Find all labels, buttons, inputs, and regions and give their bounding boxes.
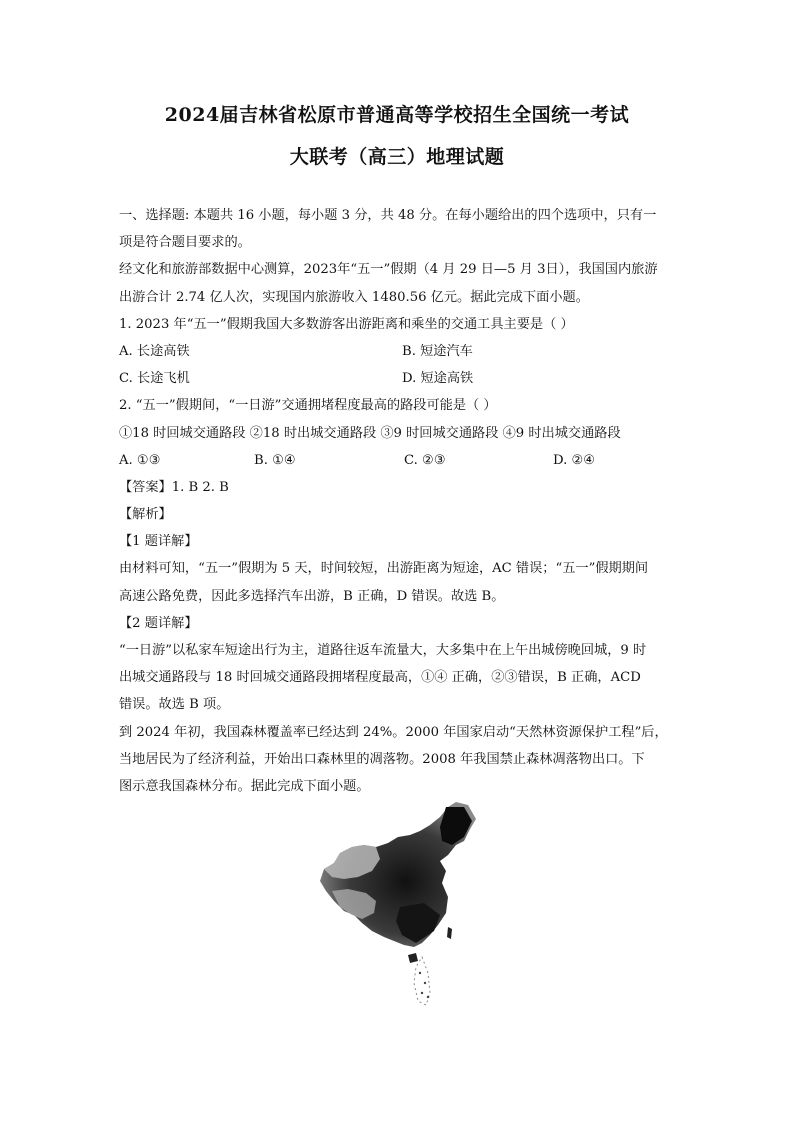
question-2-options	[119, 447, 679, 474]
china-forest-map-icon	[318, 797, 478, 1009]
hainan-shape	[408, 953, 418, 963]
document-body	[119, 202, 679, 800]
taiwan-shape	[447, 927, 452, 939]
northeast-dark-shade	[440, 807, 472, 845]
q2-option-b: B. ①④	[254, 452, 296, 468]
q1-option-d: D. 短途高铁	[402, 371, 474, 387]
q1-option-c: C. 长途飞机	[119, 371, 190, 387]
document-title-line2: 大联考（高三）地理试题	[289, 146, 505, 168]
q1-option-a: A. 长途高铁	[119, 343, 190, 359]
detail-1-line: 由材料可知，“五一”假期为 5 天，时间较短，出游距离为短途，AC 错误；“五一”假期期间	[119, 561, 649, 577]
detail-2-line: 出城交通路段与 18 时回城交通路段拥堵程度最高，①④ 正确，②③错误，B 正确，ACD	[119, 670, 641, 686]
island-dot	[427, 996, 429, 998]
analysis-label: 【解析】	[119, 507, 172, 523]
q2-option-d: D. ②④	[553, 452, 596, 468]
detail-1-label: 【1 题详解】	[119, 534, 198, 550]
question-2-stem: 2. “五一”假期间，“一日游”交通拥堵程度最高的路段可能是（ ）	[119, 398, 497, 414]
detail-2-label: 【2 题详解】	[119, 615, 198, 631]
island-dot	[421, 992, 423, 994]
q2-option-a: A. ①③	[119, 452, 161, 468]
question-2-items: ①18 时回城交通路段 ②18 时出城交通路段 ③9 时回城交通路段 ④9 时出城交通路段	[119, 425, 621, 441]
island-dot	[419, 972, 421, 974]
question-1-options-row2	[119, 365, 679, 392]
q1-option-b: B. 短途汽车	[402, 343, 473, 359]
material-line: 到 2024 年初，我国森林覆盖率已经达到 24%。2000 年国家启动“天然林资源保护工程”后，	[119, 724, 668, 740]
section-intro-line: 项是符合题目要求的。	[119, 235, 251, 251]
answer-line: 【答案】1. B 2. B	[119, 479, 229, 495]
question-1-options-row1	[119, 338, 679, 365]
detail-2-line: “一日游”以私家车短途出行为主，道路往返车流量大，大多集中在上午出城傍晚回城，9 时	[119, 643, 647, 658]
china-forest-map-svg	[318, 797, 478, 1009]
material-line: 当地居民为了经济利益，开始出口森林里的凋落物。2008 年我国禁止森林凋落物出口。下	[119, 751, 645, 767]
material-line: 经文化和旅游部数据中心测算，2023年“五一”假期（4 月 29 日—5 月 3日），我国国内旅游	[119, 262, 658, 278]
material-line: 出游合计 2.74 亿人次，实现国内旅游收入 1480.56 亿元。据此完成下面小题。	[119, 289, 589, 305]
material-line: 图示意我国森林分布。据此完成下面小题。	[119, 778, 370, 794]
question-1-stem: 1. 2023 年“五一”假期我国大多数游客出游距离和乘坐的交通工具主要是（ ）	[119, 316, 574, 332]
document-title-line1: 2024届吉林省松原市普通高等学校招生全国统一考试	[164, 104, 630, 126]
island-dot	[424, 982, 426, 984]
detail-1-line: 高速公路免费，因此多选择汽车出游，B 正确，D 错误。故选 B。	[119, 588, 505, 604]
q2-option-c: C. ②③	[404, 452, 446, 468]
detail-2-line: 错误。故选 B 项。	[119, 697, 230, 713]
section-intro-line: 一、选择题: 本题共 16 小题，每小题 3 分，共 48 分。在每小题给出的四个选项中，只有一	[119, 208, 657, 223]
